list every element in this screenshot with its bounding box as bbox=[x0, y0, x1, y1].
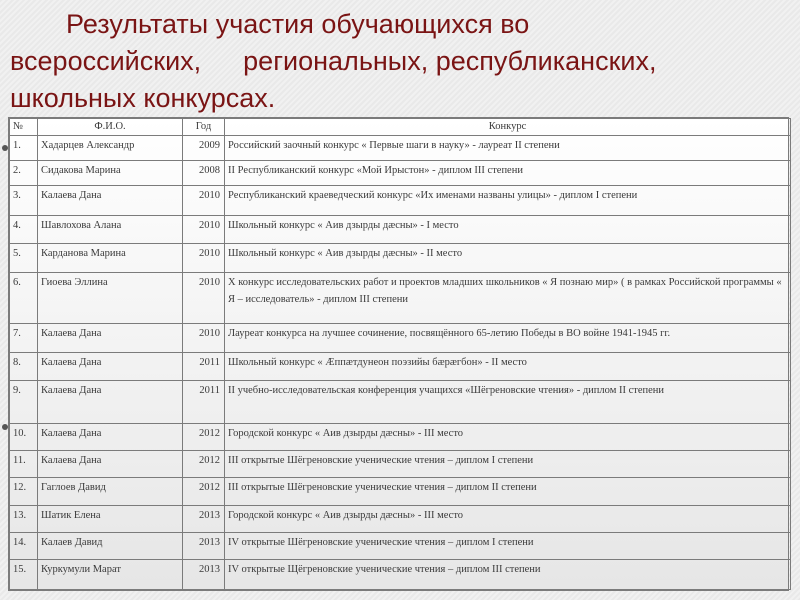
row-contest: II Республиканский конкурс «Мой Ирыстон» - диплом III степени bbox=[225, 161, 791, 186]
row-contest: Школьный конкурс « Аив дзырды дæсны» - I место bbox=[225, 215, 791, 243]
row-year: 2011 bbox=[183, 380, 225, 423]
row-name: Калаева Дана bbox=[38, 451, 183, 478]
row-contest: Республиканский краеведческий конкурс «Их именами названы улицы» - диплом I степени bbox=[225, 186, 791, 216]
title-line-1: Результаты участия обучающихся во bbox=[66, 9, 530, 39]
title-line-3: школьных конкурсах. bbox=[10, 83, 276, 113]
table-row bbox=[10, 505, 791, 532]
row-number: 7. bbox=[10, 323, 38, 353]
row-name: Гиоева Эллина bbox=[38, 272, 183, 323]
row-number: 11. bbox=[10, 451, 38, 478]
row-contest: Лауреат конкурса на лучшее сочинение, посвящённого 65-летию Победы в ВО войне 1941-1945 гг. bbox=[225, 323, 791, 353]
row-year: 2013 bbox=[183, 533, 225, 560]
table-row bbox=[10, 323, 791, 353]
row-name: Шатик Елена bbox=[38, 505, 183, 532]
row-contest: X конкурс исследовательских работ и проектов младших школьников « Я познаю мир» ( в рамках Российской программы « Я – исследователь» - диплом III степени bbox=[225, 272, 791, 323]
row-year: 2012 bbox=[183, 478, 225, 505]
row-name: Куркумули Марат bbox=[38, 560, 183, 590]
results-table bbox=[9, 118, 791, 590]
table-row bbox=[10, 272, 791, 323]
row-number: 4. bbox=[10, 215, 38, 243]
row-number: 15. bbox=[10, 560, 38, 590]
row-contest: III открытые Шёгреновские ученические чтения – диплом II степени bbox=[225, 478, 791, 505]
table-row bbox=[10, 353, 791, 380]
row-name: Калаев Давид bbox=[38, 533, 183, 560]
row-year: 2009 bbox=[183, 136, 225, 161]
row-contest: II учебно-исследовательская конференция учащихся «Шёгреновские чтения» - диплом II степени bbox=[225, 380, 791, 423]
row-name: Сидакова Марина bbox=[38, 161, 183, 186]
header-number: № bbox=[10, 119, 38, 136]
row-year: 2012 bbox=[183, 423, 225, 450]
table-row bbox=[10, 215, 791, 243]
row-contest: Школьный конкурс « Æппæтдунеон поэзийы бæрæгбон» - II место bbox=[225, 353, 791, 380]
row-year: 2010 bbox=[183, 323, 225, 353]
row-name: Хадарцев Александр bbox=[38, 136, 183, 161]
row-contest: Городской конкурс « Аив дзырды дæсны» - III место bbox=[225, 423, 791, 450]
row-number: 14. bbox=[10, 533, 38, 560]
table-header-row bbox=[10, 119, 791, 136]
row-number: 8. bbox=[10, 353, 38, 380]
row-name: Калаева Дана bbox=[38, 186, 183, 216]
row-contest: Российский заочный конкурс « Первые шаги в науку» - лауреат II степени bbox=[225, 136, 791, 161]
row-contest: Школьный конкурс « Аив дзырды дæсны» - II место bbox=[225, 244, 791, 272]
row-name: Калаева Дана bbox=[38, 423, 183, 450]
row-number: 9. bbox=[10, 380, 38, 423]
header-name: Ф.И.О. bbox=[38, 119, 183, 136]
row-number: 1. bbox=[10, 136, 38, 161]
row-number: 10. bbox=[10, 423, 38, 450]
row-number: 2. bbox=[10, 161, 38, 186]
row-year: 2013 bbox=[183, 560, 225, 590]
table-row bbox=[10, 423, 791, 450]
row-year: 2012 bbox=[183, 451, 225, 478]
row-contest: IV открытые Шёгреновские ученические чтения – диплом I степени bbox=[225, 533, 791, 560]
title-line-2b: региональных, республиканских, bbox=[243, 46, 657, 76]
row-number: 5. bbox=[10, 244, 38, 272]
header-year: Год bbox=[183, 119, 225, 136]
row-year: 2008 bbox=[183, 161, 225, 186]
title-line-2 bbox=[10, 43, 790, 80]
table-row bbox=[10, 136, 791, 161]
row-year: 2010 bbox=[183, 272, 225, 323]
row-year: 2010 bbox=[183, 186, 225, 216]
row-name: Калаева Дана bbox=[38, 380, 183, 423]
table-row bbox=[10, 380, 791, 423]
table-row bbox=[10, 533, 791, 560]
results-table-container bbox=[8, 117, 789, 591]
bullet-marker bbox=[2, 145, 8, 151]
row-contest: Городской конкурс « Аив дзырды дæсны» - III место bbox=[225, 505, 791, 532]
table-row bbox=[10, 478, 791, 505]
table-row bbox=[10, 161, 791, 186]
row-name: Калаева Дана bbox=[38, 323, 183, 353]
row-contest: IV открытые Щёгреновские ученические чтения – диплом III степени bbox=[225, 560, 791, 590]
row-number: 6. bbox=[10, 272, 38, 323]
row-name: Гаглоев Давид bbox=[38, 478, 183, 505]
table-row bbox=[10, 186, 791, 216]
row-number: 13. bbox=[10, 505, 38, 532]
row-name: Калаева Дана bbox=[38, 353, 183, 380]
header-contest: Конкурс bbox=[225, 119, 791, 136]
row-contest: III открытые Шёгреновские ученические чтения – диплом I степени bbox=[225, 451, 791, 478]
row-year: 2010 bbox=[183, 215, 225, 243]
table-row bbox=[10, 244, 791, 272]
table-row bbox=[10, 560, 791, 590]
table-row bbox=[10, 451, 791, 478]
bullet-marker bbox=[2, 424, 8, 430]
slide-title bbox=[10, 6, 790, 117]
row-name: Шавлохова Алана bbox=[38, 215, 183, 243]
row-number: 12. bbox=[10, 478, 38, 505]
row-year: 2010 bbox=[183, 244, 225, 272]
title-line-2a: всероссийских, bbox=[10, 46, 202, 76]
row-year: 2011 bbox=[183, 353, 225, 380]
row-name: Карданова Марина bbox=[38, 244, 183, 272]
row-year: 2013 bbox=[183, 505, 225, 532]
row-number: 3. bbox=[10, 186, 38, 216]
